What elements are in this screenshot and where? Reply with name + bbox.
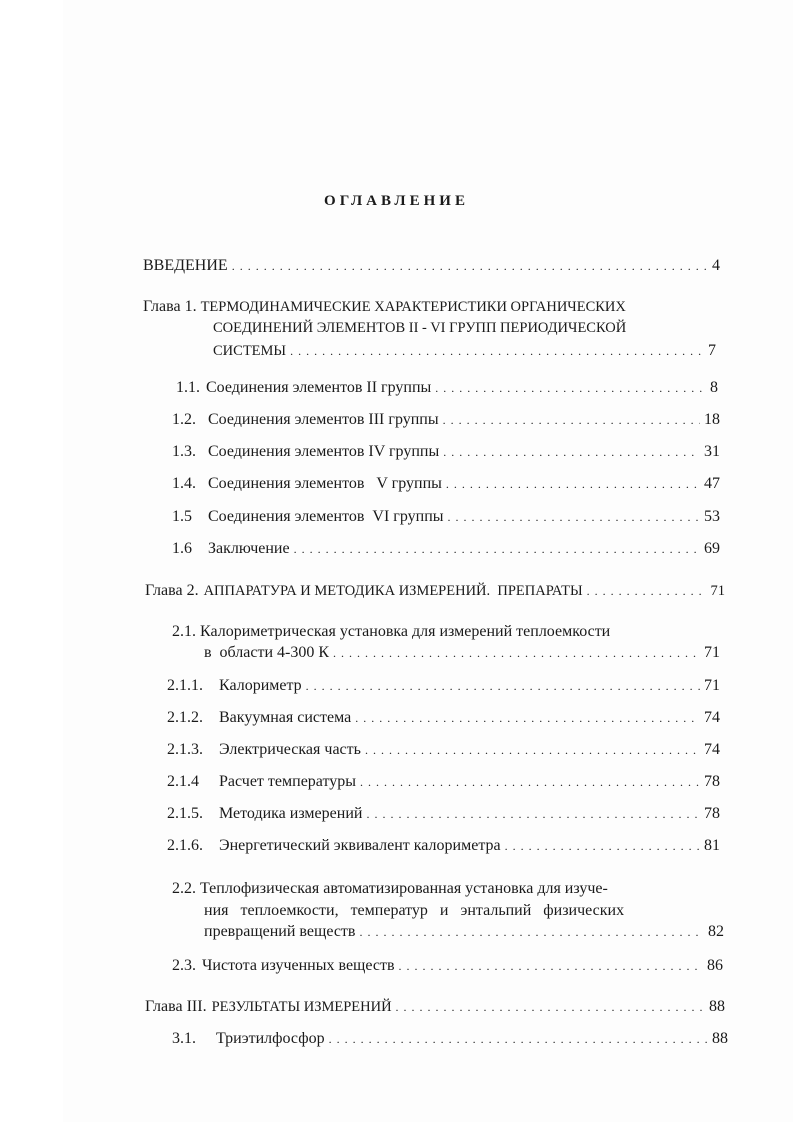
toc-section-number: 1.6 xyxy=(172,540,192,557)
toc-section-number: 2.1.3. xyxy=(167,741,203,758)
toc-page-number: 7 xyxy=(708,342,716,359)
toc-entry-2-1-3[interactable] xyxy=(167,741,720,759)
toc-page-number: 86 xyxy=(707,957,723,974)
toc-entry-2-1-1[interactable] xyxy=(167,677,720,695)
chapter-1-title-line3-text: СИСТЕМЫ xyxy=(213,343,287,359)
toc-section-number: 2.1.5. xyxy=(167,805,203,822)
toc-entry-2-3[interactable] xyxy=(172,957,723,975)
toc-entry-2-1-line2[interactable] xyxy=(204,644,720,662)
toc-section-number: 1.5 xyxy=(172,508,192,525)
toc-page-number: 88 xyxy=(712,1030,728,1047)
toc-entry-label: Расчет температуры xyxy=(219,773,357,790)
toc-section-number: 2.1.6. xyxy=(167,837,203,854)
leader-dots xyxy=(448,508,700,526)
chapter-1-title-line1: ТЕРМОДИНАМИЧЕСКИЕ ХАРАКТЕРИСТИКИ ОРГАНИЧЕСКИХ xyxy=(200,299,626,315)
toc-section-number: 2.1.1. xyxy=(167,677,203,694)
toc-entry-1-5[interactable] xyxy=(172,508,720,526)
toc-entry-2-1-2[interactable] xyxy=(167,709,720,727)
leader-dots xyxy=(355,709,700,727)
toc-entry-label: Соединения элементов V группы xyxy=(208,475,442,492)
leader-dots xyxy=(306,677,700,695)
leader-dots xyxy=(587,582,707,600)
toc-page-number: 71 xyxy=(704,677,720,694)
page-title: ОГЛАВЛЕНИЕ xyxy=(324,193,469,209)
toc-page-number: 88 xyxy=(709,998,725,1015)
toc-page-number: 71 xyxy=(704,644,720,661)
toc-page-number: 71 xyxy=(710,583,725,599)
toc-entry-2-2-line3[interactable] xyxy=(204,923,724,941)
toc-page-number: 4 xyxy=(712,257,720,274)
toc-entry-label: Калориметр xyxy=(219,677,302,694)
chapter-3-title: РЕЗУЛЬТАТЫ ИЗМЕРЕНИЙ xyxy=(211,999,392,1015)
leader-dots xyxy=(435,379,706,397)
chapter-2-prefix: Глава 2. xyxy=(145,582,199,599)
toc-page-number: 53 xyxy=(704,508,720,525)
toc-entry-label: превращений веществ xyxy=(204,923,356,940)
toc-entry-label: Заключение xyxy=(208,540,290,557)
toc-page-number: 78 xyxy=(704,805,720,822)
toc-entry-2-1-5[interactable] xyxy=(167,805,720,823)
toc-entry-label: ВВЕДЕНИЕ xyxy=(143,257,228,274)
chapter-3-prefix: Глава III. xyxy=(145,998,207,1015)
chapter-1-prefix: Глава 1. xyxy=(143,298,197,315)
toc-entry-label: Электрическая часть xyxy=(219,741,361,758)
leader-dots xyxy=(360,773,700,791)
toc-section-number: 2.3. xyxy=(172,957,196,974)
toc-entry-3-1[interactable] xyxy=(172,1030,728,1048)
toc-page-number: 18 xyxy=(704,411,720,428)
toc-page-number: 74 xyxy=(704,741,720,758)
toc-section-number: 2.1. xyxy=(172,623,196,640)
chapter-2-title: АППАРАТУРА И МЕТОДИКА ИЗМЕРЕНИЙ. ПРЕПАРАТЫ xyxy=(203,583,583,599)
toc-page-number: 82 xyxy=(708,923,724,940)
toc-section-number: 1.4. xyxy=(172,475,196,492)
toc-section-number: 1.2. xyxy=(172,411,196,428)
toc-entry-2-2-line2: ния теплоемкости, температур и энтальпий физических xyxy=(204,902,625,919)
toc-entry-label: в области 4-300 К xyxy=(204,644,330,661)
toc-section-number: 2.2. xyxy=(172,880,196,897)
leader-dots xyxy=(329,1030,708,1048)
toc-entry-1-3[interactable] xyxy=(172,443,720,461)
toc-entry-label: Теплофизическая автоматизированная установка для изуче- xyxy=(200,880,608,897)
leader-dots xyxy=(232,257,708,275)
leader-dots xyxy=(366,805,700,823)
chapter-1-title-line3 xyxy=(213,342,720,360)
toc-section-number: 1.1. xyxy=(176,379,200,396)
leader-dots xyxy=(446,475,700,493)
toc-entry-label: Вакуумная система xyxy=(219,709,352,726)
toc-section-number: 2.1.2. xyxy=(167,709,203,726)
page-background xyxy=(63,0,793,1122)
leader-dots xyxy=(294,540,700,558)
toc-entry-label: Энергетический эквивалент калориметра xyxy=(219,837,501,854)
toc-entry-1-4[interactable] xyxy=(172,475,720,493)
leader-dots xyxy=(290,342,704,360)
leader-dots xyxy=(399,957,703,975)
toc-section-number: 1.3. xyxy=(172,443,196,460)
leader-dots xyxy=(505,837,700,855)
leader-dots xyxy=(333,644,700,662)
toc-entry-label: Методика измерений xyxy=(219,805,363,822)
leader-dots xyxy=(443,411,700,429)
toc-entry-label: Соединения элементов VI группы xyxy=(208,508,444,525)
toc-entry-2-1-line1[interactable] xyxy=(172,623,610,641)
toc-entry-intro[interactable] xyxy=(143,257,720,275)
toc-entry-label: Соединения элементов III группы xyxy=(208,411,439,428)
toc-page-number: 74 xyxy=(704,709,720,726)
chapter-1-heading[interactable] xyxy=(143,298,626,316)
toc-page-number: 81 xyxy=(704,837,720,854)
toc-page-number: 78 xyxy=(704,773,720,790)
chapter-1-title-line2: СОЕДИНЕНИЙ ЭЛЕМЕНТОВ II - VI ГРУПП ПЕРИОДИЧЕСКОЙ xyxy=(213,320,627,336)
toc-entry-2-2-line1[interactable] xyxy=(172,880,608,898)
toc-entry-label: Калориметрическая установка для измерений теплоемкости xyxy=(200,623,611,640)
leader-dots xyxy=(396,998,705,1016)
toc-page-number: 31 xyxy=(704,443,720,460)
toc-entry-2-1-4[interactable] xyxy=(167,773,720,791)
toc-entry-1-1[interactable] xyxy=(176,379,718,397)
toc-entry-label: Триэтилфосфор xyxy=(216,1030,325,1047)
leader-dots xyxy=(443,443,700,461)
toc-section-number: 2.1.4 xyxy=(167,773,199,790)
toc-entry-label: Соединения элементов IV группы xyxy=(208,443,440,460)
chapter-3-heading[interactable] xyxy=(145,998,725,1016)
toc-page-number: 8 xyxy=(710,379,718,396)
leader-dots xyxy=(359,923,704,941)
toc-entry-2-1-6[interactable] xyxy=(167,837,720,855)
toc-entry-1-2[interactable] xyxy=(172,411,720,429)
leader-dots xyxy=(365,741,700,759)
toc-page-number: 47 xyxy=(704,475,720,492)
toc-page-number: 69 xyxy=(704,540,720,557)
toc-entry-label: Соединения элементов II группы xyxy=(206,379,432,396)
chapter-2-heading[interactable] xyxy=(145,582,725,600)
toc-entry-label: Чистота изученных веществ xyxy=(202,957,395,974)
toc-entry-1-6[interactable] xyxy=(172,540,720,558)
toc-section-number: 3.1. xyxy=(172,1030,196,1047)
